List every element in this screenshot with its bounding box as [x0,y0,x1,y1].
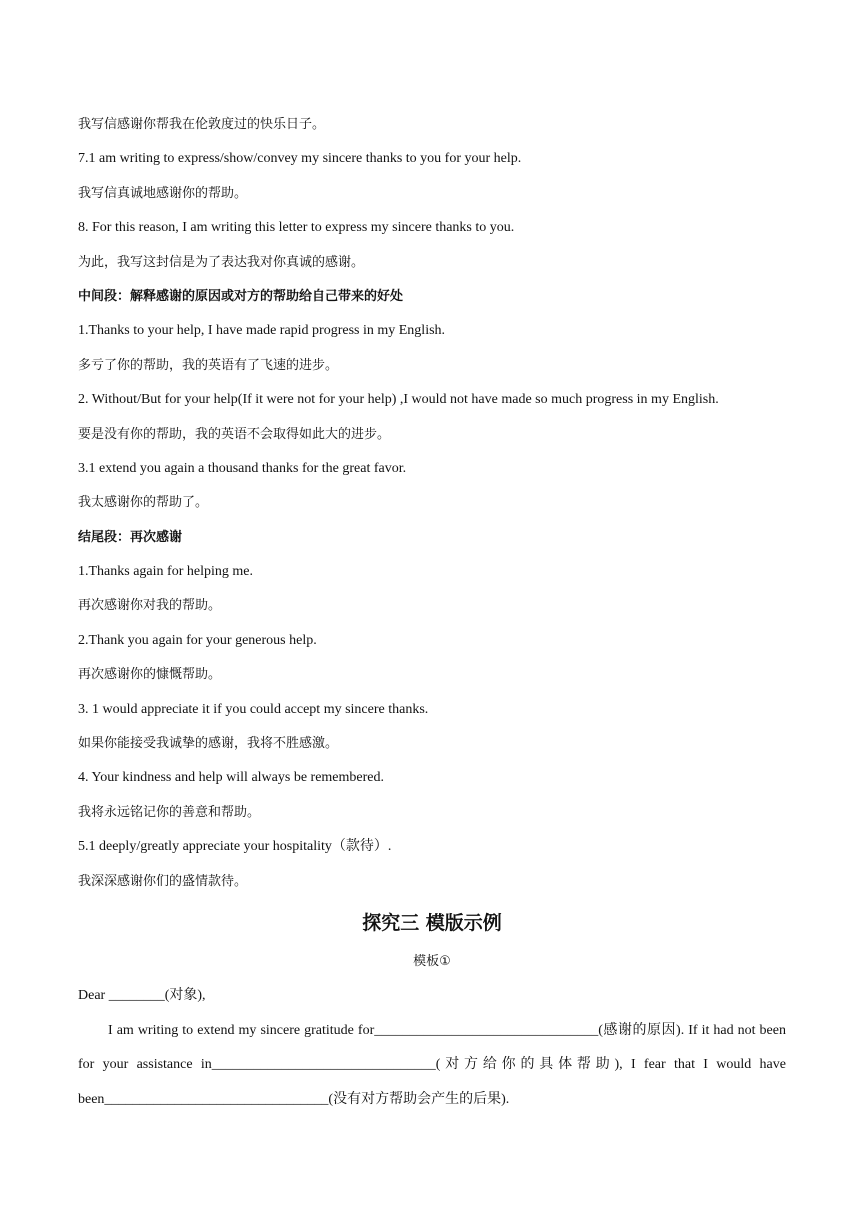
section-title: 探究三 模版示例 [362,911,502,934]
text-line: 为此，我写这封信是为了表达我对你真诚的感谢。 [78,254,365,270]
text-line: 3.1 extend you again a thousand thanks for the great favor. [78,460,407,476]
text-line: 再次感谢你的慷慨帮助。 [78,667,222,683]
text-line: 我深深感谢你们的盛情款待。 [78,873,248,889]
section-heading: 中间段：解释感谢的原因或对方的帮助给自己带来的好处 [78,288,404,304]
template-label: 模板① [413,953,451,969]
text-line: 5.1 deeply/greatly appreciate your hospitality（款待）. [78,839,392,855]
text-line: 1.Thanks again for helping me. [78,564,253,580]
text-line: 我太感谢你的帮助了。 [78,495,209,511]
text-line: 2.Thank you again for your generous help. [78,632,317,648]
text-line: 1.Thanks to your help, I have made rapid progress in my English. [78,323,446,339]
text-line: 再次感谢你对我的帮助。 [78,598,222,614]
text-line: 4. Your kindness and help will always be remembered. [78,770,384,786]
text-line: 我写信感谢你帮我在伦敦度过的快乐日子。 [78,117,326,132]
text-line: 如果你能接受我诚挚的感谢，我将不胜感激。 [78,736,339,752]
text-line: 我写信真诚地感谢你的帮助。 [78,185,248,201]
text-line: 8. For this reason, I am writing this letter to express my sincere thanks to you. [78,220,515,236]
text-line: 2. Without/But for your help(If it were not for your help) ,I would not have made so much progress in my English. [78,392,719,408]
text-line: 我将永远铭记你的善意和帮助。 [78,804,261,820]
text-line: 3. 1 would appreciate it if you could accept my sincere thanks. [78,701,429,717]
section-heading: 结尾段：再次感谢 [78,529,183,545]
salutation: Dear ________(对象), [78,988,206,1004]
text-line: 多亏了你的帮助，我的英语有了飞速的进步。 [78,357,339,373]
document-page [78,108,786,1117]
template-paragraph: I am writing to extend my sincere gratitude for________________________________(感谢的原因). If it had not been for your assistance in________________________________(对方给你的具体帮助), I fear that I would have been________________________________(没有对方帮助会产生的后果). [78,1022,786,1107]
text-line: 7.1 am writing to express/show/convey my sincere thanks to you for your help. [78,151,522,167]
text-line: 要是没有你的帮助，我的英语不会取得如此大的进步。 [78,426,391,442]
